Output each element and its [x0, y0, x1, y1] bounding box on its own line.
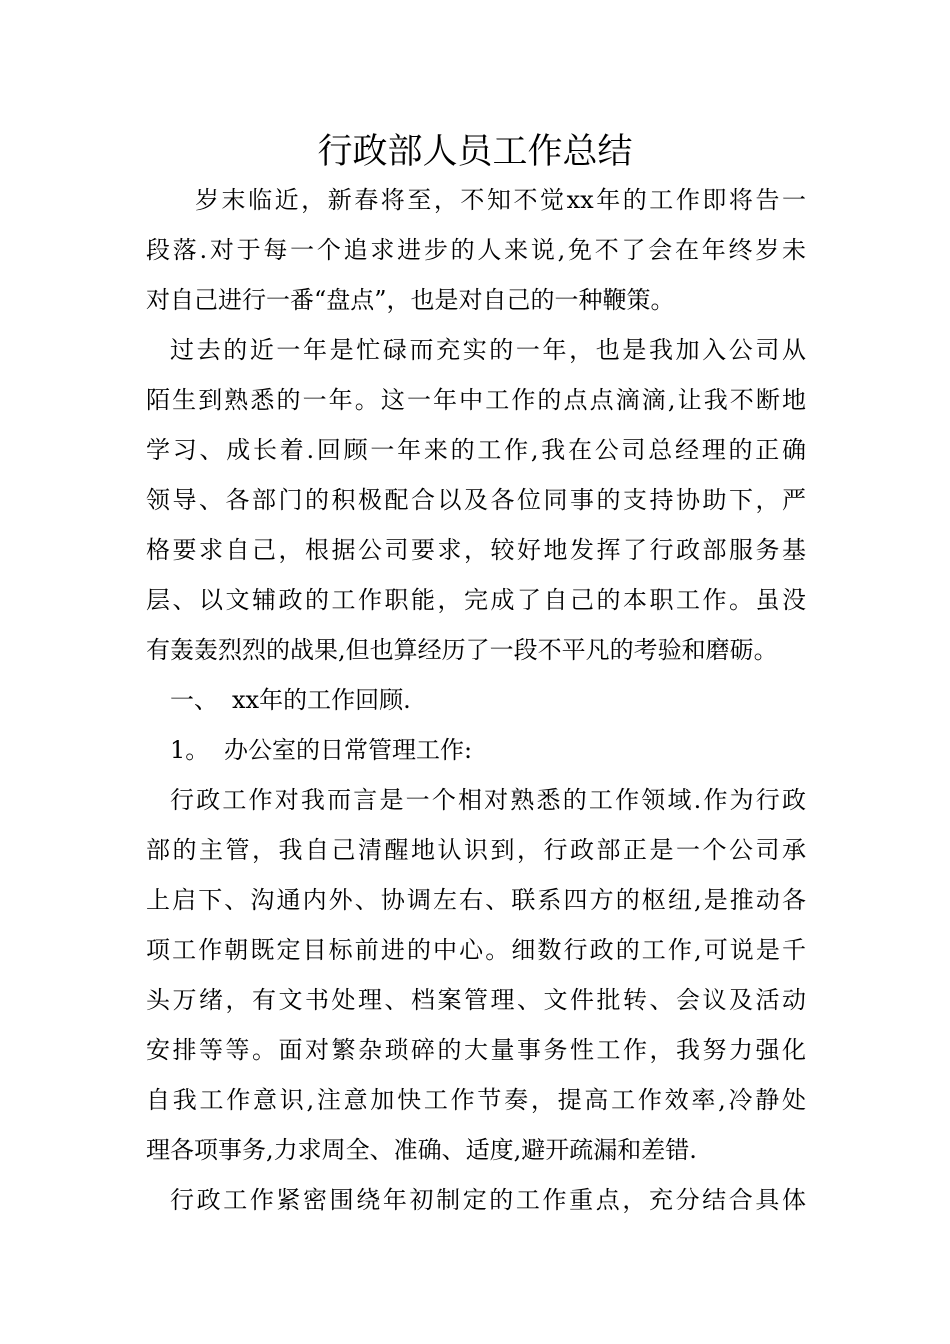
paragraph-2-line-1: 过去的近一年是忙碌而充实的一年，也是我加入公司从: [170, 336, 806, 364]
paragraph-2-line-6: 层、以文辅政的工作职能，完成了自己的本职工作。虽没: [146, 586, 806, 614]
paragraph-2-line-2: 陌生到熟悉的一年。这一年中工作的点点滴滴,让我不断地: [146, 386, 806, 414]
section-heading-text: xx年的工作回顾.: [232, 686, 411, 714]
section-heading-number: 一、: [170, 686, 218, 714]
paragraph-3-line-2: 部的主管，我自己清醒地认识到，行政部正是一个公司承: [146, 836, 806, 864]
subsection-heading-text: 办公室的日常管理工作:: [224, 736, 473, 764]
paragraph-3-line-1: 行政工作对我而言是一个相对熟悉的工作领域.作为行政: [170, 786, 806, 814]
paragraph-2-line-4: 领导、各部门的积极配合以及各位同事的支持协助下，严: [146, 486, 806, 514]
paragraph-2-line-3: 学习、成长着.回顾一年来的工作,我在公司总经理的正确: [146, 436, 806, 464]
paragraph-1-line-2: 段落.对于每一个追求进步的人来说,免不了会在年终岁未: [146, 236, 806, 264]
paragraph-3-line-8: 理各项事务,力求周全、准确、适度,避开疏漏和差错.: [146, 1136, 697, 1164]
document-title: 行政部人员工作总结: [317, 132, 633, 172]
paragraph-1-line-3: 对自己进行一番“盘点”，也是对自己的一种鞭策。: [146, 286, 675, 314]
paragraph-3-line-3: 上启下、沟通内外、协调左右、联系四方的枢纽,是推动各: [146, 886, 806, 914]
paragraph-2-line-5: 格要求自己，根据公司要求，较好地发挥了行政部服务基: [146, 536, 806, 564]
paragraph-3-line-7: 自我工作意识,注意加快工作节奏，提高工作效率,冷静处: [146, 1086, 806, 1114]
subsection-heading-number: 1。: [170, 736, 210, 764]
paragraph-3-line-5: 头万绪，有文书处理、档案管理、文件批转、会议及活动: [146, 986, 806, 1014]
paragraph-2-line-7: 有轰轰烈烈的战果,但也算经历了一段不平凡的考验和磨砺。: [146, 636, 778, 664]
paragraph-3-line-4: 项工作朝既定目标前进的中心。细数行政的工作,可说是千: [146, 936, 806, 964]
paragraph-1-line-1: 岁末临近，新春将至，不知不觉xx年的工作即将告一: [195, 186, 806, 214]
paragraph-4-line-1: 行政工作紧密围绕年初制定的工作重点，充分结合具体: [170, 1186, 806, 1214]
paragraph-3-line-6: 安排等等。面对繁杂琐碎的大量事务性工作，我努力强化: [146, 1036, 806, 1064]
